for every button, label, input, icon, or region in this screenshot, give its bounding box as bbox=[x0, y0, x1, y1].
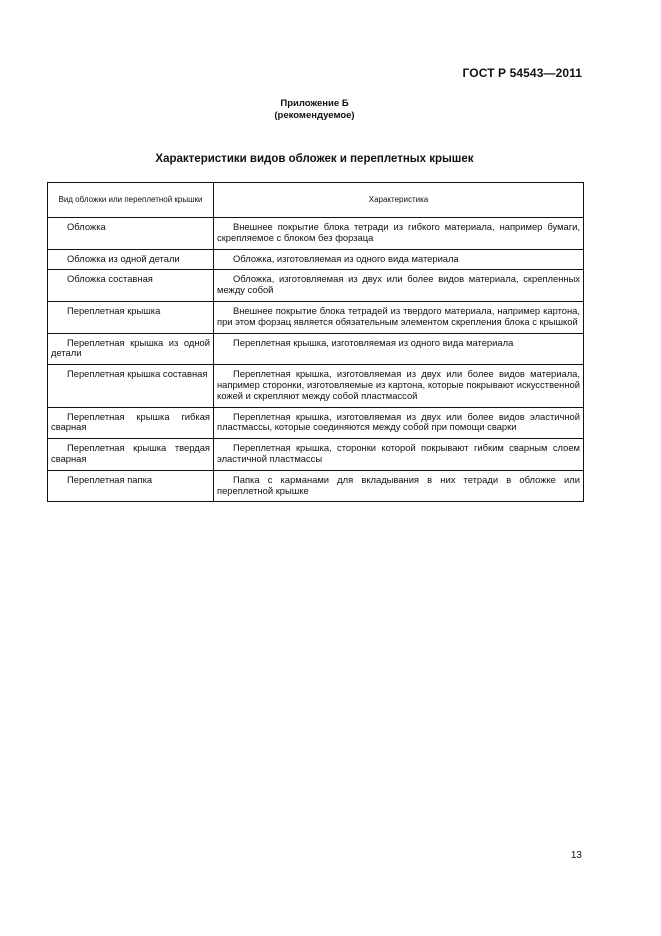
cell-kind: Переплетная крышка твердая сварная bbox=[48, 439, 214, 471]
table-row bbox=[48, 270, 584, 302]
cell-description: Переплетная крышка, сторонки которой покрывают гибким сварным слоем эластичной пластмассы bbox=[214, 439, 584, 471]
table-row bbox=[48, 407, 584, 439]
cell-kind: Переплетная папка bbox=[48, 470, 214, 502]
cell-kind: Переплетная крышка из одной детали bbox=[48, 333, 214, 365]
characteristics-table bbox=[47, 182, 584, 502]
cell-description: Обложка, изготовляемая из одного вида материала bbox=[214, 249, 584, 270]
table-row bbox=[48, 365, 584, 407]
table-row bbox=[48, 301, 584, 333]
table-row bbox=[48, 249, 584, 270]
cell-description: Внешнее покрытие блока тетради из гибкого материала, например бумаги, скрепляемое с блоком без форзаца bbox=[214, 218, 584, 250]
cell-kind: Переплетная крышка bbox=[48, 301, 214, 333]
document-code: ГОСТ Р 54543—2011 bbox=[462, 66, 582, 80]
cell-description: Переплетная крышка, изготовляемая из двух или более видов материала, например сторонки, изготовляемые из картона, которые покрывают искусственной кожей и скрепляют между собой пластмассой bbox=[214, 365, 584, 407]
column-header-characteristic: Характеристика bbox=[214, 183, 584, 218]
table-row bbox=[48, 470, 584, 502]
cell-kind: Переплетная крышка составная bbox=[48, 365, 214, 407]
cell-kind: Обложка составная bbox=[48, 270, 214, 302]
cell-description: Внешнее покрытие блока тетрадей из твердого материала, например картона, при этом форзац является обязательным элементом скрепления блока с крышкой bbox=[214, 301, 584, 333]
cell-description: Обложка, изготовляемая из двух или более видов материала, скрепленных между собой bbox=[214, 270, 584, 302]
cell-kind: Обложка из одной детали bbox=[48, 249, 214, 270]
cell-kind: Обложка bbox=[48, 218, 214, 250]
cell-description: Переплетная крышка, изготовляемая из двух или более видов эластичной пластмассы, которые соединяются между собой при помощи сварки bbox=[214, 407, 584, 439]
appendix-heading bbox=[0, 98, 629, 122]
table-row bbox=[48, 218, 584, 250]
column-header-kind: Вид обложки или переплетной крышки bbox=[48, 183, 214, 218]
page-number: 13 bbox=[570, 850, 582, 861]
table-row bbox=[48, 333, 584, 365]
table-header-row bbox=[48, 183, 584, 218]
table-title: Характеристики видов обложек и переплетных крышек bbox=[155, 153, 474, 165]
cell-description: Папка с карманами для вкладывания в них тетради в обложке или переплетной крышке bbox=[214, 470, 584, 502]
table-row bbox=[48, 439, 584, 471]
appendix-status: (рекомендуемое) bbox=[274, 110, 355, 121]
cell-kind: Переплетная крышка гибкая сварная bbox=[48, 407, 214, 439]
cell-description: Переплетная крышка, изготовляемая из одного вида материала bbox=[214, 333, 584, 365]
appendix-title: Приложение Б bbox=[280, 98, 349, 109]
